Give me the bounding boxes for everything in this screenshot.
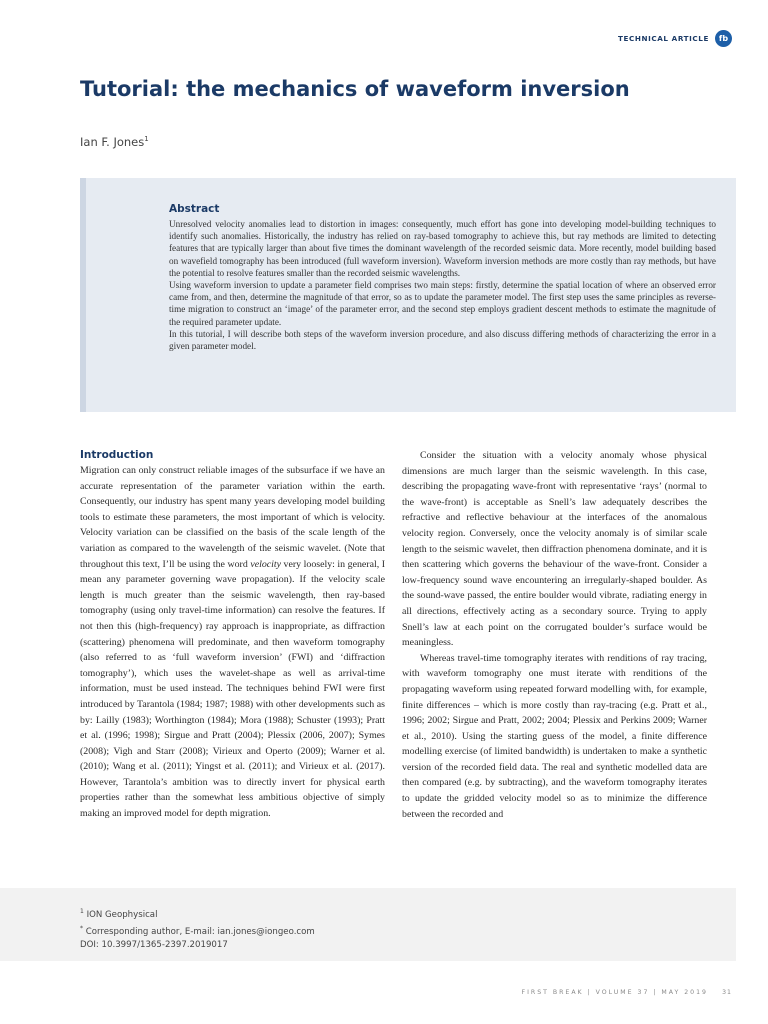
body-paragraph: [80, 463, 385, 822]
introduction-heading: Introduction: [80, 449, 154, 461]
abstract-text: [169, 218, 716, 352]
body-paragraph: Consider the situation with a velocity anomaly whose physical dimensions are much larger than the seismic wavelength. In this case, describing the propagating wave-front with representative ‘rays’ (normal to the wave-front) is acceptable as Snell’s law adequately describes the refractive and reflective behaviour at the interfaces of the anomalous velocity region. Conversely, once the velocity anomaly is of similar scale length to the seismic wavelet, then diffraction phenomena dominate, and it is then scattering which governs the behaviour of the wave-front. Consider a low-frequency sound wave encountering an irregularly-shaped boulder. As the sound-wave passed, the entire boulder would vibrate, radiating energy in all directions, effectively acting as a secondary source. Trying to apply Snell’s law at each point on the corrugated boulder’s surface would be meaningless.: [402, 450, 707, 649]
footnote-mark: *: [80, 924, 83, 932]
author-line: [80, 135, 149, 149]
left-column: [80, 448, 385, 822]
author-name: Ian F. Jones: [80, 135, 145, 149]
journal-footer: FIRST BREAK | VOLUME 37 | MAY 2019: [521, 989, 708, 996]
author-affiliation-mark: 1: [144, 135, 149, 144]
page-number: 31: [722, 989, 732, 996]
italic-term: velocity: [250, 558, 282, 570]
section-label: TECHNICAL ARTICLE: [617, 34, 709, 43]
footnotes: [0, 888, 736, 961]
abstract-paragraph: In this tutorial, I will describe both steps of the waveform inversion procedure, and also discuss differing methods of characterizing the error in a given parameter model.: [169, 328, 716, 352]
footnote-mark: 1: [80, 908, 84, 915]
footnote-affiliation: [80, 905, 736, 922]
body-paragraph: Whereas travel-time tomography iterates with renditions of ray tracing, with waveform tomography one must iterate with renditions of the propagating waveform using repeated forward modelling with, for example, finite differences – which is more costly than ray-tracing (e.g. Pratt et al., 1996; 2002; Sirgue and Pratt, 2002; 2004; Plessix and Perkins 2009; Warner et al., 2010). Using the starting guess of the model, a finite difference modelling exercise (of limited bandwidth) is undertaken to make a synthetic version of the recorded field data. The real and synthetic modelled data are then compared (e.g. by subtracting), and the waveform tomography iterates to update the gridded velocity model so as to minimize the difference between the recorded and: [402, 652, 707, 820]
footnote-text: Corresponding author, E-mail: ian.jones@iongeo.com: [85, 926, 315, 937]
abstract-paragraph: Using waveform inversion to update a parameter field comprises two main steps: firstly, determine the spatial location of where an observed error came from, and then, determine the magnitude of that error, so as to update the parameter model. The first step uses the same principles as reverse-time migration to construct an ‘image’ of the parameter error, and the second step employs gradient descent methods to estimate the magnitude of the required parameter update.: [169, 280, 716, 327]
journal-logo-icon: fb: [715, 30, 732, 47]
body-text: very loosely: in general, I mean any parameter governing wave propagation). If the velocity scale length is much greater than the seismic wavelength, then ray-based tomography (using only travel-time information) can resolve the features. If not then this (high-frequency) ray approach is inappropriate, as diffraction (scattering) phenomena will predominate, and then waveform tomography (also referred to as ‘full waveform inversion’ (FWI) and ‘diffraction tomography’), which uses the wavelet-shape as well as arrival-time information, must be used instead. The techniques behind FWI were first introduced by Tarantola (1984; 1987; 1988) with other developments such as by: Lailly (1983); Worthington (1984); Mora (1988); Schuster (1993); Pratt et al. (1996; 1998); Sirgue and Pratt (2004); Plessix (2006, 2007); Symes (2008); Vigh and Starr (2008); Virieux and Operto (2009); Warner et al. (2010); Wang et al. (2011); Yingst et al. (2011); and Virieux et al. (2017). However, Tarantola’s ambition was to directly invert for physical earth properties rather than the somewhat less ambitious objective of simply making an improved model for depth migration.: [80, 558, 385, 820]
body-text: Migration can only construct reliable images of the subsurface if we have an accurate representation of the parameter variation within the earth. Consequently, our industry has spent many years developing model building tools to estimate these parameters, the most important of which is velocity. Velocity variation can be classified on the basis of the scale length of the variation as compared to the wavelength of the seismic wavelet. (Note that throughout this text, I’ll be using the word: [80, 465, 385, 570]
footnote-text: ION Geophysical: [86, 909, 158, 920]
abstract-box: [80, 178, 736, 412]
footnote-corresponding: [80, 922, 736, 939]
article-title: Tutorial: the mechanics of waveform inversion: [80, 77, 630, 101]
running-header: [618, 30, 732, 47]
doi: DOI: 10.3997/1365-2397.2019017: [80, 939, 228, 950]
abstract-paragraph: Unresolved velocity anomalies lead to distortion in images: consequently, much effort has gone into developing model-building techniques to identify such anomalies. Historically, the industry has relied on ray-based tomography to achieve this, but ray methods are limited to detecting features that are typically larger than about five times the dominant wavelength of the recorded seismic data. More recently, model building based on wavefield tomography has been introduced (full waveform inversion). Waveform inversion methods are more costly than ray methods, but have the potential to resolve features smaller than the recorded seismic wavelengths.: [169, 219, 716, 278]
right-column: [402, 448, 707, 822]
abstract-heading: Abstract: [169, 203, 220, 215]
